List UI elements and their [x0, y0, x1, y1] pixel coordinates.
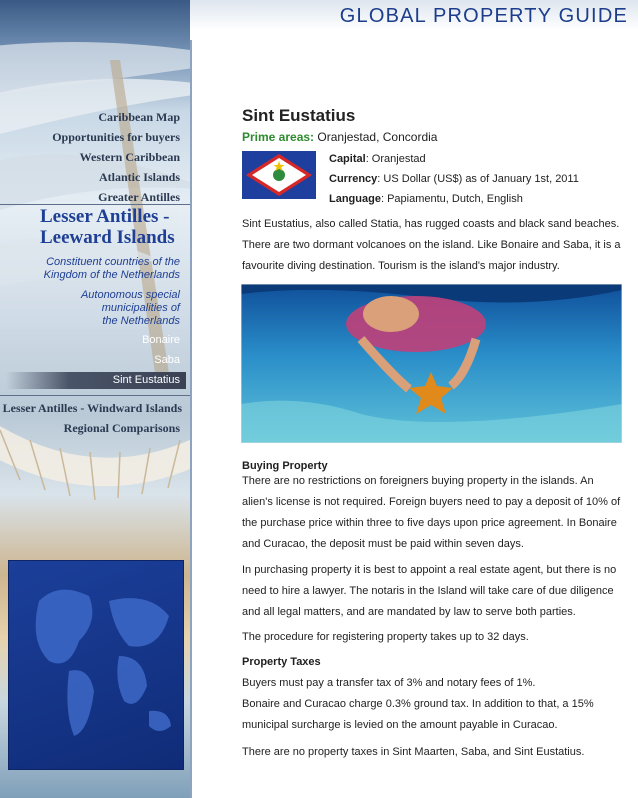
sint-eustatius-flag: [242, 151, 316, 199]
nav-bonaire[interactable]: Bonaire: [142, 334, 180, 346]
sidebar: [0, 0, 192, 798]
world-map-image: [8, 560, 184, 770]
nav-sint-eustatius-active[interactable]: Sint Eustatius: [6, 372, 186, 389]
info-currency: Currency: US Dollar (US$) as of January 1st, 2011: [329, 173, 579, 185]
buying-property-heading: Buying Property: [242, 460, 328, 472]
nav-caribbean-map[interactable]: Caribbean Map: [98, 110, 180, 124]
nav-atlantic-islands[interactable]: Atlantic Islands: [98, 170, 180, 184]
intro-paragraph: Sint Eustatius, also called Statia, has rugged coasts and black sand beaches. There are two dormant volcanoes on the island. Like Bonaire and Saba, it is a favourite diving destination. Tourism is the island's major industry.: [242, 218, 621, 272]
nav-greater-antilles[interactable]: Greater Antilles: [98, 190, 180, 204]
prime-areas: [242, 130, 437, 144]
nav-constituent-countries[interactable]: Constituent countries of the Kingdom of the Netherlands: [43, 256, 180, 281]
property-taxes-heading: Property Taxes: [242, 656, 321, 668]
nav-windward-islands[interactable]: Lesser Antilles - Windward Islands: [2, 401, 182, 415]
nav-western-caribbean[interactable]: Western Caribbean: [79, 150, 180, 164]
prime-areas-label: Prime areas:: [242, 130, 315, 144]
guide-title: GLOBAL PROPERTY GUIDE: [339, 5, 628, 27]
buying-paragraph-2: In purchasing property it is best to appoint a real estate agent, but there is no need to hire a lawyer. The notaris in the Island will take care of due diligence and all legal matters, and are mandated by law to serve both parties.: [242, 564, 617, 618]
hammock-image: [0, 400, 192, 510]
nav-special-municipalities[interactable]: Autonomous special municipalities of the Netherlands: [80, 289, 180, 327]
nav-regional-comparisons[interactable]: Regional Comparisons: [63, 421, 180, 435]
diver-starfish-photo: [241, 284, 622, 443]
buying-paragraph-1: There are no restrictions on foreigners buying property in the islands. An alien's license is not required. Foreign buyers need to pay a deposit of 10% of the purchase price within three to five days upon price agreement. In Bonaire and Curacao, the deposit must be paid within seven days.: [242, 475, 621, 550]
page-title: Sint Eustatius: [242, 106, 356, 125]
info-language: Language: Papiamentu, Dutch, English: [329, 193, 523, 205]
nav-section-heading[interactable]: Lesser Antilles - Leeward Islands: [40, 206, 175, 248]
prime-areas-value: Oranjestad, Concordia: [317, 130, 438, 144]
header-bar: [0, 0, 638, 40]
buying-paragraph-3: The procedure for registering property takes up to 32 days.: [242, 631, 529, 643]
taxes-paragraph-1: Buyers must pay a transfer tax of 3% and notary fees of 1%. Bonaire and Curacao charge 0.3% ground tax. In addition to that, a 15% municipal surcharge is levied on the amount payable in Curacao.: [242, 677, 594, 731]
taxes-paragraph-2: There are no property taxes in Sint Maarten, Saba, and Sint Eustatius.: [242, 746, 585, 758]
nav-opportunities-for-buyers[interactable]: Opportunities for buyers: [52, 130, 180, 144]
nav-saba[interactable]: Saba: [154, 354, 180, 366]
info-capital: Capital: Oranjestad: [329, 153, 426, 165]
